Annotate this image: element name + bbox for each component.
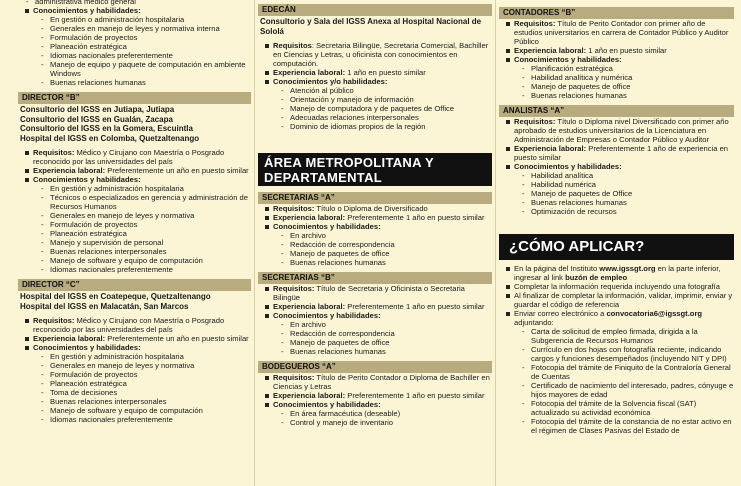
step-item — [505, 264, 734, 282]
list-item: - Fotocopia del trámite de la Solvencia fiscal (SAT) actualizado su actividad económica — [522, 399, 734, 417]
list-item: - Adecuadas relaciones interpersonales — [281, 113, 492, 122]
step-text: En la página del Instituto — [514, 264, 600, 273]
org-line: Consultorio del IGSS en Gualán, Zacapa — [20, 114, 173, 124]
requirements-item — [505, 117, 734, 144]
section-header-bodegueros-a: BODEGUEROS “A” — [258, 361, 492, 373]
org-list — [18, 291, 251, 311]
list-item: - Planeación estratégica — [41, 229, 251, 238]
how-to-apply-title: ¿CÓMO APLICAR? — [499, 234, 734, 260]
section-header-director-b: DIRECTOR “B” — [18, 92, 251, 104]
requirements-item — [505, 19, 734, 46]
list-item: - Dominio de idiomas propios de la región — [281, 122, 492, 131]
requirements-list — [258, 284, 492, 356]
list-item: - Manejo y supervisión de personal — [41, 238, 251, 247]
list-item: - Redacción de correspondencia — [281, 240, 492, 249]
column-divider — [495, 0, 496, 486]
requirements-item — [24, 316, 251, 334]
requirements-list — [18, 316, 251, 424]
skills-group — [505, 55, 734, 100]
column-2 — [258, 4, 492, 427]
how-to-apply-steps — [499, 264, 734, 435]
attachments-list — [514, 327, 734, 435]
email-link[interactable]: convocatoria6@igssgt.org — [606, 309, 703, 318]
requirements-item — [264, 41, 492, 68]
requirements-item — [264, 204, 492, 213]
list-item: - Buenas relaciones interpersonales — [41, 397, 251, 406]
skills-list — [33, 15, 251, 87]
skills-list — [33, 352, 251, 424]
list-item: - En gestión y administración hospitalaria — [41, 352, 251, 361]
list-item: - Idiomas nacionales preferentemente — [41, 51, 251, 60]
list-item: - Optimización de recursos — [522, 207, 734, 216]
requirements-label: Requisitos — [273, 41, 312, 50]
skills-group — [24, 175, 251, 274]
list-item: - Habilidad numérica — [522, 180, 734, 189]
skills-label: Conocimientos y habilidades: — [273, 311, 381, 320]
list-item: - Idiomas nacionales preferentemente — [41, 265, 251, 274]
list-item: - Toma de decisiones — [41, 388, 251, 397]
skills-group — [505, 162, 734, 216]
list-item: - Formulación de proyectos — [41, 33, 251, 42]
section-header-secretarias-b: SECRETARIAS “B” — [258, 272, 492, 284]
skills-group — [264, 77, 492, 131]
list-item: - Habilidad analítica y numérica — [522, 73, 734, 82]
list-item: - Planeación estratégica — [41, 379, 251, 388]
list-item: - Control y manejo de inventario — [281, 418, 492, 427]
list-item: - Técnicos o especializados en gerencia y administración de Recursos Humanos — [41, 193, 251, 211]
requirements-label: Requisitos: — [273, 204, 315, 213]
requirements-text: Médico y Cirujano con Maestría o Posgrado reconocido por las universidades del país — [33, 148, 225, 166]
experience-label: Experiencia laboral: — [273, 302, 346, 311]
requirements-list — [499, 19, 734, 100]
skills-label: Conocimientos y habilidades: — [273, 222, 381, 231]
list-item: - Manejo de software y equipo de computación — [41, 406, 251, 415]
website-link[interactable]: www.igssgt.org — [599, 264, 656, 273]
list-item: - Manejo de paquetes de office — [281, 249, 492, 258]
list-item: - En archivo — [281, 231, 492, 240]
list-item: - Formulación de proyectos — [41, 370, 251, 379]
experience-label: Experiencia laboral: — [273, 213, 346, 222]
skills-list — [273, 231, 492, 267]
list-item: - Buenas relaciones interpersonales — [41, 247, 251, 256]
skills-label: Conocimientos y habilidades: — [33, 343, 141, 352]
list-item: - En archivo — [281, 320, 492, 329]
requirements-item — [264, 284, 492, 302]
step-item: Al finalizar de completar la información, validar, imprimir, enviar y guardar el código de referencia — [505, 291, 734, 309]
step-item — [505, 309, 734, 435]
experience-label: Experiencia laboral: — [514, 144, 587, 153]
skills-list — [514, 64, 734, 100]
list-item: - Habilidad analítica — [522, 171, 734, 180]
requirements-item — [24, 148, 251, 166]
requirements-text: Título o Diploma nivel Diversificado con primer año aprobado de estudios universitarios de la Licenciatura en Administración de Empresas o Contador Público y Auditor — [514, 117, 729, 144]
list-item: - Manejo de equipo y paquete de computación en ambiente Windows — [41, 60, 251, 78]
list-item: - Buenas relaciones humanas — [281, 347, 492, 356]
requirements-label: Requisitos: — [33, 316, 75, 325]
requirements-text: : Secretaria Bilingüe, Secretaria Comercial, Bachiller en Ciencias y Letras, u oficinista con conocimientos en computación. — [273, 41, 489, 68]
requirements-label: Requisitos: — [33, 148, 75, 157]
org-line: Hospital del IGSS en Colomba, Quetzaltenango — [20, 133, 200, 143]
skills-group — [264, 400, 492, 427]
list-item: - Atención al público — [281, 86, 492, 95]
requirements-label: Requisitos: — [273, 284, 315, 293]
requirements-list — [258, 373, 492, 427]
list-item: - Redacción de correspondencia — [281, 329, 492, 338]
experience-label: Experiencia laboral: — [273, 68, 346, 77]
experience-item — [264, 68, 492, 77]
skills-label: Conocimientos y habilidades: — [33, 175, 141, 184]
experience-text: 1 año en puesto similar — [588, 46, 667, 55]
job-mailbox-link[interactable]: buzón de empleo — [565, 273, 628, 282]
requirements-text: Título de Perito Contador con primer año de estudios universitarios en carrera de Contador Público y Auditor Público — [514, 19, 729, 46]
step-text: en la parte inferior, ingresar al link — [514, 264, 721, 282]
list-item: - Fotocopia del trámite de la constancia de no estar activo en el régimen de Clases Pasivas del Estado de — [522, 417, 734, 435]
requirements-list — [499, 117, 734, 216]
requirements-label: Requisitos: — [514, 19, 556, 28]
list-item: - Carta de solicitud de empleo firmada, dirigida a la Subgerencia de Recursos Humanos — [522, 327, 734, 345]
requirements-label: Requisitos: — [273, 373, 315, 382]
experience-text: Preferentemente 1 año en puesto similar — [347, 302, 485, 311]
list-item: - Currículo en dos hojas con fotografía reciente, indicando cargos y funciones desempeñados (incluyendo NIT y DPI) — [522, 345, 734, 363]
requirements-text: Médico y Cirujano con Maestría o Posgrado reconocido por las universidades del país — [33, 316, 225, 334]
experience-label: Experiencia laboral: — [273, 391, 346, 400]
org-line: Consultorio del IGSS en Jutiapa, Jutiapa — [20, 105, 175, 114]
step-item: Completar la información requerida incluyendo una fotografía — [505, 282, 734, 291]
experience-item — [24, 334, 251, 343]
list-item: - Orientación y manejo de información — [281, 95, 492, 104]
list-item: - Buenas relaciones humanas — [281, 258, 492, 267]
experience-item — [505, 144, 734, 162]
org-line: Consultorio y Sala del IGSS Anexa al Hospital Nacional de Sololá — [260, 17, 482, 36]
section-header-edecan: EDECÁN — [258, 4, 492, 16]
list-item: - Generales en manejo de leyes y normativa — [41, 211, 251, 220]
experience-label: Experiencia laboral: — [33, 166, 106, 175]
column-divider — [254, 0, 255, 486]
skills-label: Conocimientos y habilidades: — [514, 162, 622, 171]
list-item: - Manejo de paquetes de office — [522, 82, 734, 91]
skills-label: Conocimientos y habilidades: — [33, 6, 141, 15]
experience-item — [24, 166, 251, 175]
org-list — [18, 104, 251, 143]
list-item: - Buenas relaciones humanas — [522, 91, 734, 100]
section-header-director-c: DIRECTOR “C” — [18, 279, 251, 291]
requirements-text: Título de Perito Contador o Diploma de Bachiller en Ciencias y Letras — [273, 373, 490, 391]
experience-item — [505, 46, 734, 55]
list-item: - En gestión o administración hospitalaria — [41, 15, 251, 24]
experience-label: Experiencia laboral: — [33, 334, 106, 343]
column-3 — [499, 7, 734, 435]
requirements-list — [18, 148, 251, 274]
list-item: - Buenas relaciones humanas — [522, 198, 734, 207]
experience-text: 1 año en puesto similar — [347, 68, 426, 77]
list-item: - Manejo de computadora y de paquetes de Office — [281, 104, 492, 113]
list-item: - En gestión y administración hospitalaria — [41, 184, 251, 193]
list-item: - Manejo de paquetes de Office — [522, 189, 734, 198]
experience-label: Experiencia laboral: — [514, 46, 587, 55]
section-header-secretarias-a: SECRETARIAS “A” — [258, 192, 492, 204]
org-line: Hospital del IGSS en Malacatán, San Marcos — [20, 301, 189, 311]
section-header-contadores-b: CONTADORES “B” — [499, 7, 734, 19]
skills-list — [514, 171, 734, 216]
requirements-list — [258, 41, 492, 131]
experience-text: Preferentemente 1 año de experiencia en puesto similar — [514, 144, 729, 162]
experience-text: Preferentemente 1 año en puesto similar — [347, 213, 485, 222]
requirements-label: Requisitos: — [514, 117, 556, 126]
requirements-text: Título de Secretaria y Oficinista o Secretaria Bilingüe — [273, 284, 465, 302]
experience-item — [264, 302, 492, 311]
experience-text: Preferentemente un año en puesto similar — [107, 166, 249, 175]
list-item: - Manejo de software y equipo de computación — [41, 256, 251, 265]
skills-group — [24, 343, 251, 424]
requirements-text: Título o Diploma de Diversificado — [316, 204, 428, 213]
skills-group — [264, 311, 492, 356]
requirements-item — [264, 373, 492, 391]
step-text: Enviar correo electrónico a — [514, 309, 607, 318]
experience-text: Preferentemente 1 año en puesto similar — [347, 391, 485, 400]
list-item: - administrativa médico general — [26, 0, 251, 6]
area-title: ÁREA METROPOLITANA Y DEPARTAMENTAL — [258, 153, 492, 186]
list-item: - Certificado de nacimiento del interesado, padres, cónyuge e hijos mayores de edad — [522, 381, 734, 399]
requirements-list — [258, 204, 492, 267]
skills-label: Conocimientos y habilidades: — [514, 55, 622, 64]
skills-group — [24, 6, 251, 87]
list-item: - Formulación de proyectos — [41, 220, 251, 229]
org-line: Consultorio del IGSS en la Gomera, Escuintla — [20, 124, 193, 133]
list-item: - Manejo de paquetes de office — [281, 338, 492, 347]
list-item: - Generales en manejo de leyes y normativa — [41, 361, 251, 370]
list-item: - Generales en manejo de leyes y normativa interna — [41, 24, 251, 33]
org-line: Hospital del IGSS en Coatepeque, Quetzaltenango — [20, 292, 211, 301]
experience-item — [264, 213, 492, 222]
skills-group — [264, 222, 492, 267]
skills-label: Conocimientos y/o habilidades: — [273, 77, 388, 86]
skills-list — [33, 184, 251, 274]
list-item: - En área farmacéutica (deseable) — [281, 409, 492, 418]
top-requirements — [18, 6, 251, 87]
skills-label: Conocimientos y habilidades: — [273, 400, 381, 409]
skills-list — [273, 86, 492, 131]
section-header-analistas-a: ANALISTAS “A” — [499, 105, 734, 117]
skills-list — [273, 409, 492, 427]
list-item: - Buenas relaciones humanas — [41, 78, 251, 87]
step-text: adjuntando: — [514, 318, 554, 327]
column-1 — [18, 0, 251, 424]
skills-list — [273, 320, 492, 356]
experience-text: Preferentemente un año en puesto similar — [107, 334, 249, 343]
list-item: - Idiomas nacionales preferentemente — [41, 415, 251, 424]
list-item: - Planificación estratégica — [522, 64, 734, 73]
experience-item — [264, 391, 492, 400]
list-item: - Fotocopia del trámite de Finiquito de la Contraloría General de Cuentas — [522, 363, 734, 381]
list-item: - Planeación estratégica — [41, 42, 251, 51]
